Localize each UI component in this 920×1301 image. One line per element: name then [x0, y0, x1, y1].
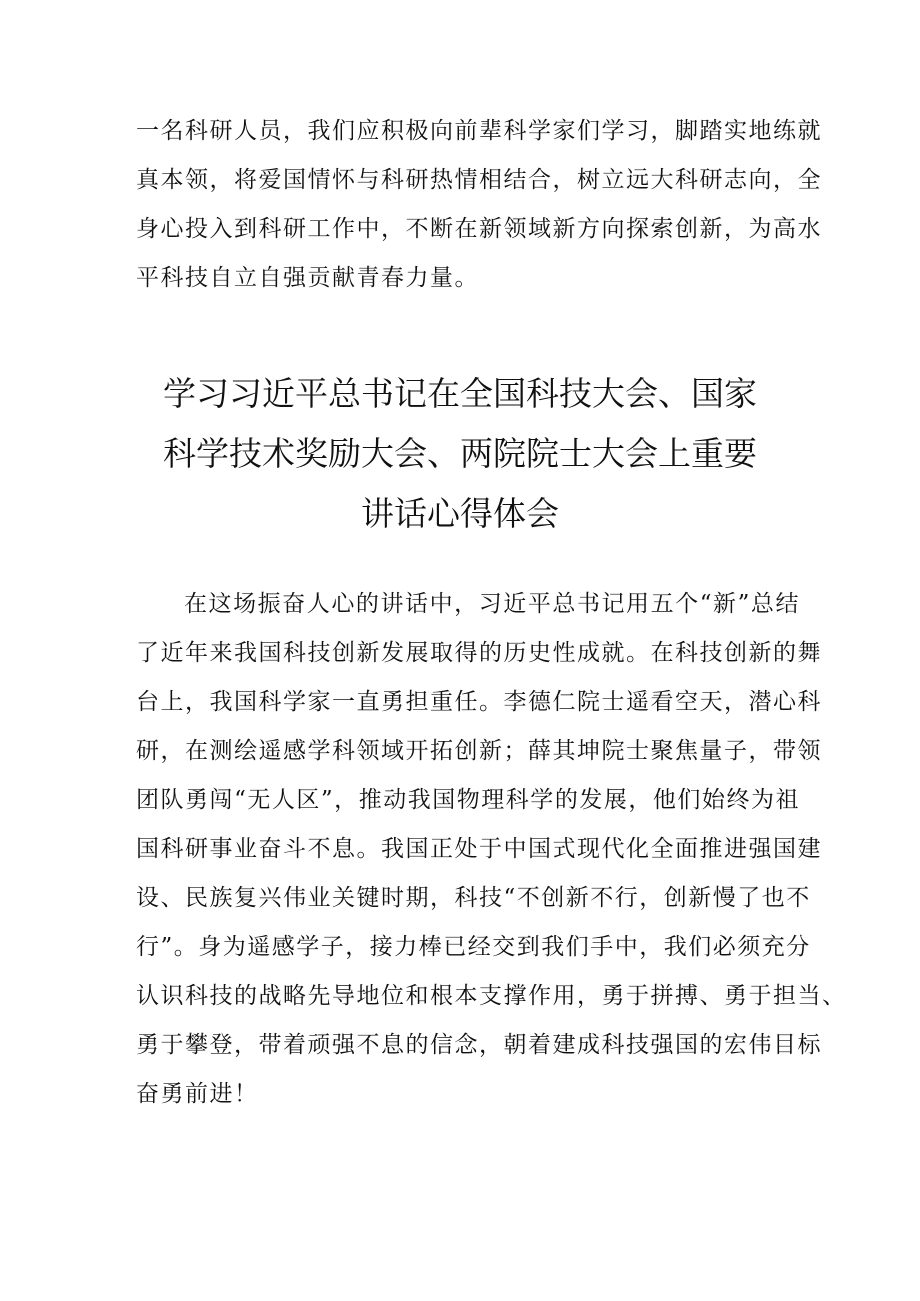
paragraph-line: 真本领，将爱国情怀与科研热情相结合，树立远大科研志向，全: [136, 167, 822, 193]
paragraph-line: 奋勇前进！: [136, 1081, 259, 1107]
paragraph-line: 平科技自立自强贡献青春力量。: [136, 265, 479, 291]
paragraph-line: 团队勇闯“无人区”，推动我国物理科学的发展，他们始终为祖: [136, 787, 800, 813]
title-line: 科学技术奖励大会、两院院士大会上重要: [163, 434, 757, 473]
body-paragraph: [136, 580, 847, 1119]
paragraph-line: 台上，我国科学家一直勇担重任。李德仁院士遥看空天，潜心科: [136, 689, 822, 715]
page-title: [100, 364, 820, 544]
paragraph-line: 勇于攀登，带着顽强不息的信念，朝着建成科技强国的宏伟目标: [136, 1032, 822, 1058]
paragraph-line: 身心投入到科研工作中，不断在新领域新方向探索创新，为高水: [136, 216, 822, 242]
title-line: 学习习近平总书记在全国科技大会、国家: [163, 374, 757, 413]
intro-paragraph: [136, 107, 822, 303]
paragraph-line: 行”。身为遥感学子，接力棒已经交到我们手中，我们必须充分: [136, 934, 811, 960]
paragraph-line: 国科研事业奋斗不息。我国正处于中国式现代化全面推进强国建: [136, 836, 822, 862]
paragraph-line: 一名科研人员，我们应积极向前辈科学家们学习，脚踏实地练就: [136, 118, 822, 144]
paragraph-line: 在这场振奋人心的讲话中，习近平总书记用五个“新”总结: [184, 591, 800, 617]
paragraph-line: 了近年来我国科技创新发展取得的历史性成就。在科技创新的舞: [136, 640, 822, 666]
paragraph-line: 设、民族复兴伟业关键时期，科技“不创新不行，创新慢了也不: [136, 885, 811, 911]
title-line: 讲话心得体会: [361, 494, 559, 533]
paragraph-line: 研，在测绘遥感学科领域开拓创新；薛其坤院士聚焦量子，带领: [136, 738, 822, 764]
paragraph-line: 认识科技的战略先导地位和根本支撑作用，勇于拼搏、勇于担当、: [136, 983, 847, 1009]
